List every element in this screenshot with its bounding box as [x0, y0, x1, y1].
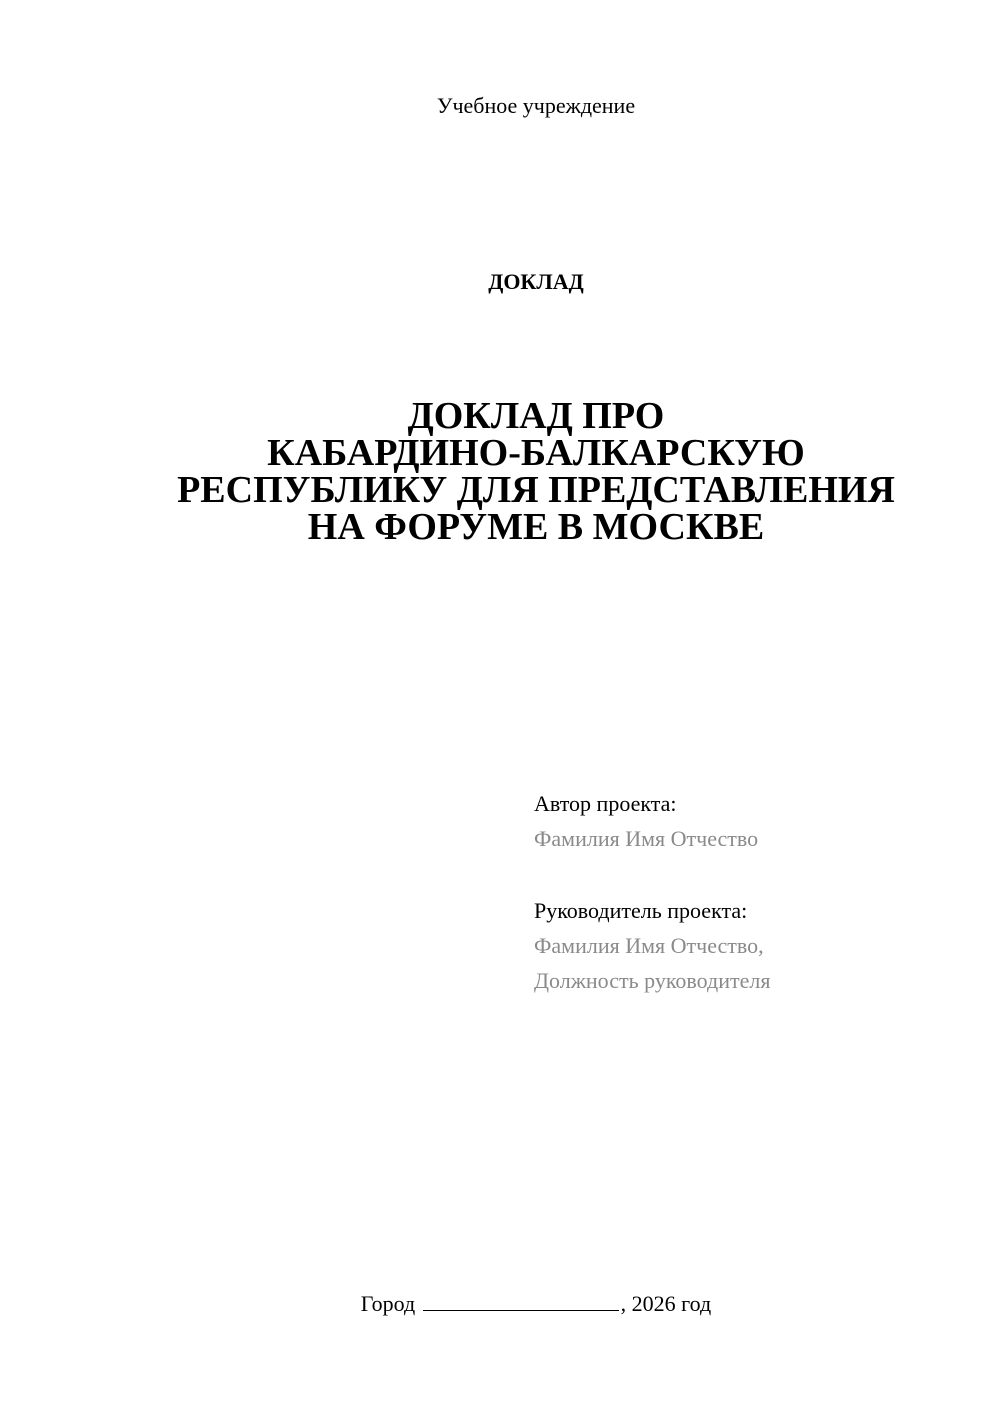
institution-name: Учебное учреждение: [436, 93, 636, 118]
supervisor-label: Руководитель проекта:: [534, 898, 748, 923]
city-blank-line: [423, 1290, 619, 1311]
author-label: Автор проекта:: [534, 791, 677, 816]
title-line: РЕСПУБЛИКУ ДЛЯ ПРЕДСТАВЛЕНИЯ: [177, 469, 895, 511]
title-line: НА ФОРУМЕ В МОСКВЕ: [307, 506, 765, 548]
supervisor-name: Фамилия Имя Отчество,: [534, 933, 764, 958]
document-title: [0, 395, 1000, 548]
year-text: , 2026 год: [620, 1291, 712, 1316]
author-block: [534, 786, 758, 856]
title-line: ДОКЛАД ПРО: [407, 395, 665, 437]
document-type: ДОКЛАД: [488, 269, 584, 294]
title-line: КАБАРДИНО-БАЛКАРСКУЮ: [267, 432, 805, 474]
supervisor-block: [534, 893, 770, 998]
author-name: Фамилия Имя Отчество: [534, 826, 759, 851]
footer-city-year: [0, 1290, 1000, 1318]
supervisor-position: Должность руководителя: [534, 968, 771, 993]
city-label: Город: [360, 1291, 416, 1316]
